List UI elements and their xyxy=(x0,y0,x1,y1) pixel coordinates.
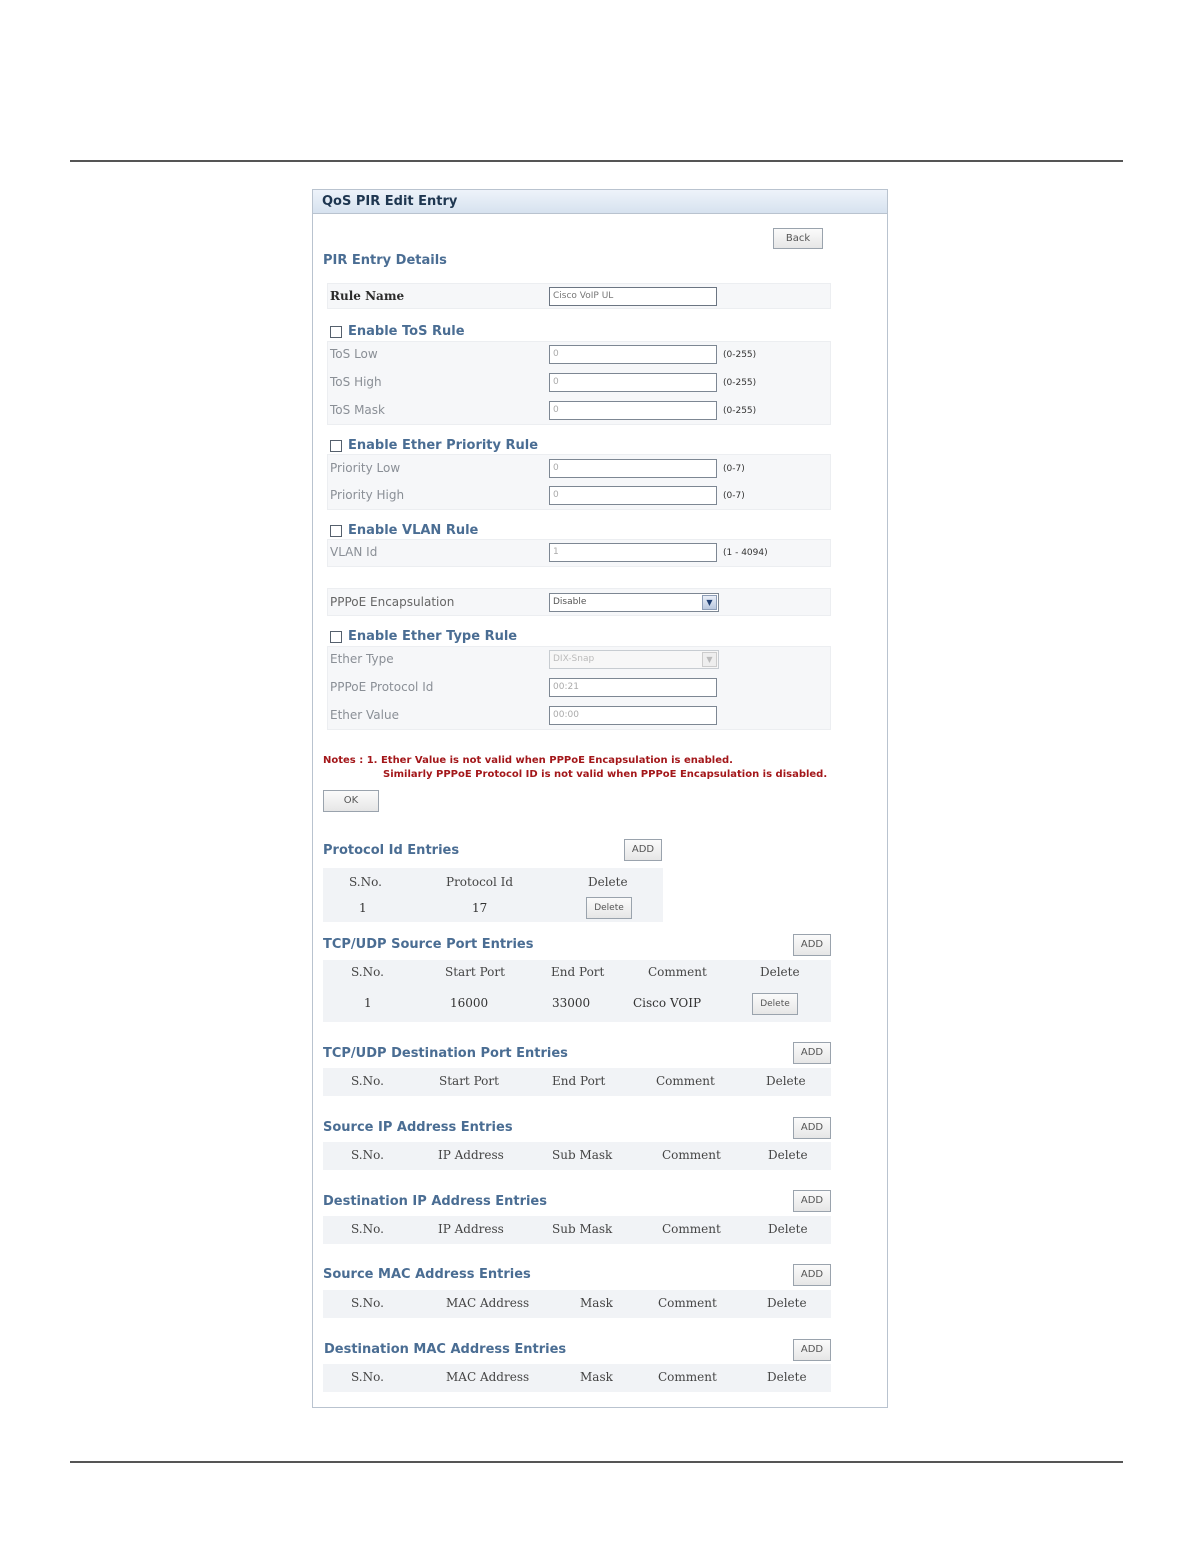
tos-low-label: ToS Low xyxy=(330,347,378,361)
src-mac-col-sno: S.No. xyxy=(351,1296,384,1310)
tos-mask-range: (0-255) xyxy=(723,406,757,416)
pppoe-protocol-id-label: PPPoE Protocol Id xyxy=(330,680,434,694)
dst-port-col-delete: Delete xyxy=(766,1074,806,1088)
enable-tos-row xyxy=(330,321,465,340)
protocol-col-sno: S.No. xyxy=(349,875,382,889)
enable-tos-label: Enable ToS Rule xyxy=(348,324,465,339)
chevron-down-icon: ▼ xyxy=(702,595,717,610)
rule-name-label: Rule Name xyxy=(330,289,405,303)
enable-ether-type-checkbox[interactable] xyxy=(330,631,342,643)
ether-type-label: Ether Type xyxy=(330,652,394,666)
enable-ether-type-row xyxy=(330,626,517,645)
src-ip-col-comment: Comment xyxy=(662,1148,721,1162)
src-port-row-start: 16000 xyxy=(450,996,489,1010)
dst-ip-col-sno: S.No. xyxy=(351,1222,384,1236)
dst-port-col-comment: Comment xyxy=(656,1074,715,1088)
priority-high-input[interactable]: 0 xyxy=(549,486,717,505)
qos-pir-edit-panel xyxy=(312,189,888,1408)
dst-port-col-start: Start Port xyxy=(439,1074,499,1088)
dst-ip-col-comment: Comment xyxy=(662,1222,721,1236)
chevron-down-icon: ▼ xyxy=(702,652,717,667)
bottom-divider xyxy=(70,1461,1123,1463)
protocol-id-entries-title: Protocol Id Entries xyxy=(323,843,460,858)
dst-mac-table xyxy=(323,1364,831,1392)
top-divider xyxy=(70,160,1123,162)
enable-vlan-checkbox[interactable] xyxy=(330,525,342,537)
enable-vlan-row xyxy=(330,520,478,539)
tos-high-input[interactable]: 0 xyxy=(549,373,717,392)
src-port-row-comment: Cisco VOIP xyxy=(633,996,702,1010)
src-port-col-start: Start Port xyxy=(445,965,505,979)
protocol-delete-button[interactable]: Delete xyxy=(586,897,632,919)
dst-port-add-button[interactable]: ADD xyxy=(793,1042,831,1064)
priority-high-range: (0-7) xyxy=(723,491,745,501)
protocol-row-id: 17 xyxy=(472,901,488,915)
tos-low-input[interactable]: 0 xyxy=(549,345,717,364)
src-port-delete-button[interactable]: Delete xyxy=(752,993,798,1015)
tos-mask-label: ToS Mask xyxy=(330,403,385,417)
pir-entry-details-title: PIR Entry Details xyxy=(323,253,447,268)
src-port-col-comment: Comment xyxy=(648,965,707,979)
note-line-2: Similarly PPPoE Protocol ID is not valid when PPPoE Encapsulation is disabled. xyxy=(383,769,828,780)
enable-ether-priority-row xyxy=(330,435,538,454)
src-mac-col-delete: Delete xyxy=(767,1296,807,1310)
src-mac-col-mac: MAC Address xyxy=(446,1296,530,1310)
src-mac-add-button[interactable]: ADD xyxy=(793,1264,831,1286)
src-ip-add-button[interactable]: ADD xyxy=(793,1117,831,1139)
protocol-col-delete: Delete xyxy=(588,875,628,889)
dst-ip-add-button[interactable]: ADD xyxy=(793,1190,831,1212)
tos-mask-input[interactable]: 0 xyxy=(549,401,717,420)
dst-mac-col-sno: S.No. xyxy=(351,1370,384,1384)
vlan-id-range: (1 - 4094) xyxy=(723,548,768,558)
src-mac-entries-title: Source MAC Address Entries xyxy=(323,1267,531,1282)
src-ip-col-ip: IP Address xyxy=(438,1148,504,1162)
src-port-row-end: 33000 xyxy=(552,996,591,1010)
dst-mac-entries-title: Destination MAC Address Entries xyxy=(324,1342,567,1357)
src-ip-col-sno: S.No. xyxy=(351,1148,384,1162)
src-port-col-end: End Port xyxy=(551,965,605,979)
rule-name-input[interactable]: Cisco VoIP UL xyxy=(549,287,717,306)
dst-mac-col-mac: MAC Address xyxy=(446,1370,530,1384)
src-ip-col-mask: Sub Mask xyxy=(552,1148,613,1162)
dst-ip-col-delete: Delete xyxy=(768,1222,808,1236)
dst-ip-entries-title: Destination IP Address Entries xyxy=(323,1194,547,1209)
enable-ether-type-label: Enable Ether Type Rule xyxy=(348,629,518,644)
enable-vlan-label: Enable VLAN Rule xyxy=(348,523,479,538)
protocol-add-button[interactable]: ADD xyxy=(624,839,662,861)
note-line-1: Notes : 1. Ether Value is not valid when PPPoE Encapsulation is enabled. xyxy=(323,755,733,766)
vlan-id-label: VLAN Id xyxy=(330,545,378,559)
dst-mac-col-comment: Comment xyxy=(658,1370,717,1384)
pppoe-protocol-id-input[interactable]: 00:21 xyxy=(549,678,717,697)
tos-low-range: (0-255) xyxy=(723,350,757,360)
src-port-entries-title: TCP/UDP Source Port Entries xyxy=(323,937,534,952)
pppoe-encapsulation-select[interactable] xyxy=(549,593,719,612)
tos-high-range: (0-255) xyxy=(723,378,757,388)
ok-button[interactable]: OK xyxy=(323,790,379,812)
src-port-row-sno: 1 xyxy=(364,996,372,1010)
priority-low-input[interactable]: 0 xyxy=(549,459,717,478)
priority-high-label: Priority High xyxy=(330,488,405,502)
dst-mac-col-mask: Mask xyxy=(580,1370,613,1384)
priority-low-label: Priority Low xyxy=(330,461,401,475)
protocol-col-protocol-id: Protocol Id xyxy=(446,875,514,889)
dst-port-entries-title: TCP/UDP Destination Port Entries xyxy=(323,1046,568,1061)
src-ip-entries-title: Source IP Address Entries xyxy=(323,1120,513,1135)
ether-value-label: Ether Value xyxy=(330,708,399,722)
pppoe-encapsulation-value: Disable xyxy=(553,597,587,607)
dst-mac-add-button[interactable]: ADD xyxy=(793,1339,831,1361)
src-ip-col-delete: Delete xyxy=(768,1148,808,1162)
dst-ip-col-ip: IP Address xyxy=(438,1222,504,1236)
src-mac-table xyxy=(323,1290,831,1318)
enable-ether-priority-checkbox[interactable] xyxy=(330,440,342,452)
tos-high-label: ToS High xyxy=(330,375,382,389)
dst-ip-col-mask: Sub Mask xyxy=(552,1222,613,1236)
dst-port-col-sno: S.No. xyxy=(351,1074,384,1088)
back-button[interactable]: Back xyxy=(773,228,823,249)
enable-ether-priority-label: Enable Ether Priority Rule xyxy=(348,438,539,453)
dst-mac-col-delete: Delete xyxy=(767,1370,807,1384)
enable-tos-checkbox[interactable] xyxy=(330,326,342,338)
ether-type-select[interactable] xyxy=(549,650,719,669)
src-port-col-sno: S.No. xyxy=(351,965,384,979)
dst-port-col-end: End Port xyxy=(552,1074,606,1088)
priority-low-range: (0-7) xyxy=(723,464,745,474)
pppoe-encapsulation-label: PPPoE Encapsulation xyxy=(330,595,455,609)
vlan-id-input[interactable]: 1 xyxy=(549,543,717,562)
src-mac-col-mask: Mask xyxy=(580,1296,613,1310)
src-port-add-button[interactable]: ADD xyxy=(793,934,831,956)
src-mac-col-comment: Comment xyxy=(658,1296,717,1310)
panel-title: QoS PIR Edit Entry xyxy=(313,190,887,214)
protocol-row-sno: 1 xyxy=(359,901,367,915)
ether-value-input[interactable]: 00:00 xyxy=(549,706,717,725)
ether-type-value: DIX-Snap xyxy=(553,654,595,664)
src-port-col-delete: Delete xyxy=(760,965,800,979)
